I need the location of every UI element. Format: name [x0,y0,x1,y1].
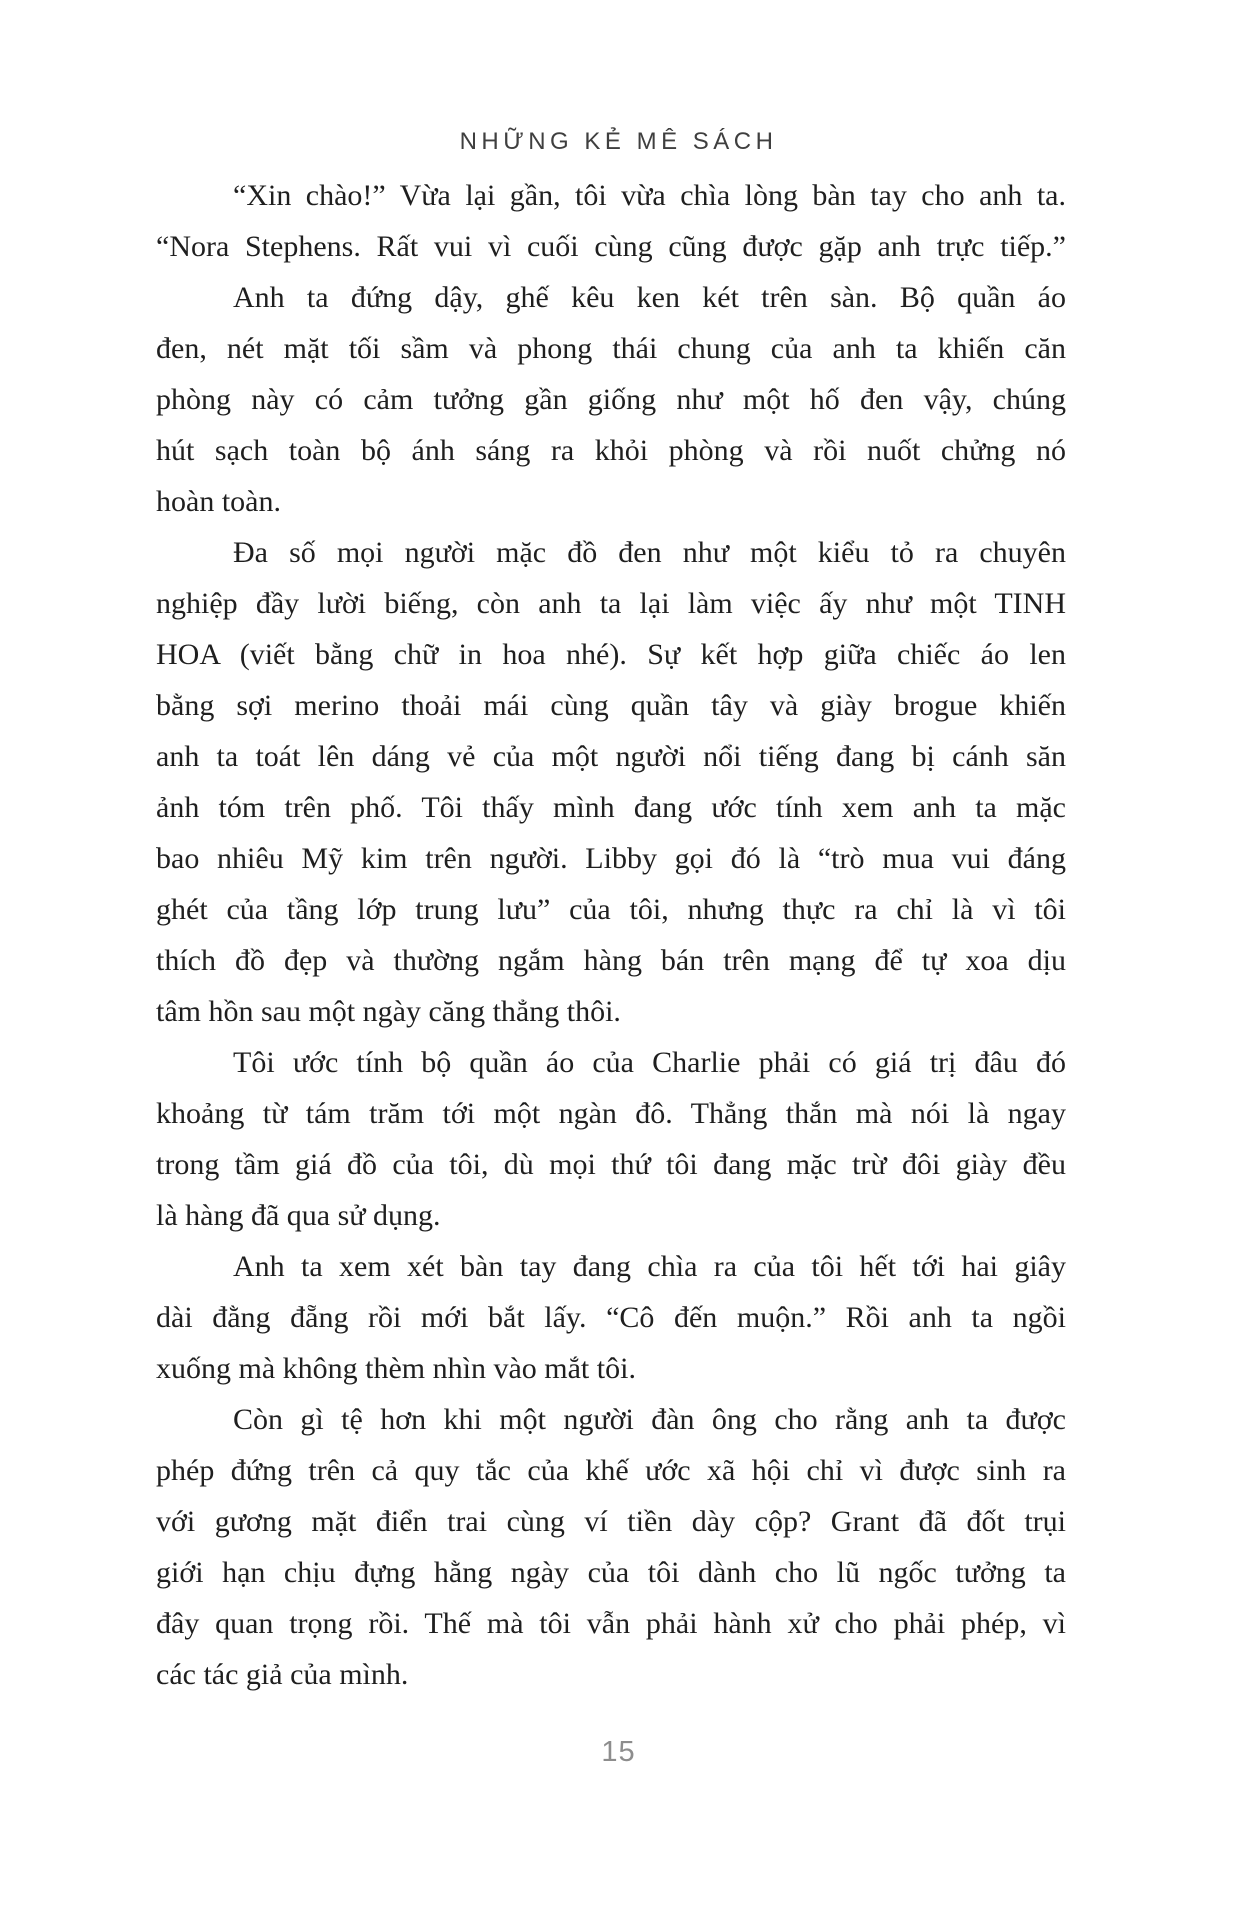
text-line: tâm hồn sau một ngày căng thẳng thôi. [156,995,621,1028]
paragraph [156,272,1066,527]
text-line: Đa số mọi người mặc đồ đen như một kiểu tỏ ra chuyên [233,536,1066,569]
text-line: khoảng từ tám trăm tới một ngàn đô. Thẳng thắn mà nói là ngay [156,1097,1066,1130]
text-line: hoàn toàn. [156,485,281,518]
text-line: đen, nét mặt tối sầm và phong thái chung của anh ta khiến căn [156,332,1066,365]
text-line: là hàng đã qua sử dụng. [156,1199,441,1232]
text-line: bằng sợi merino thoải mái cùng quần tây và giày brogue khiến [156,689,1066,722]
paragraph [156,1037,1066,1241]
text-line: Anh ta đứng dậy, ghế kêu ken két trên sàn. Bộ quần áo [233,281,1066,314]
paragraph [156,170,1066,272]
text-line: phép đứng trên cả quy tắc của khế ước xã hội chỉ vì được sinh ra [156,1454,1066,1487]
text-line: dài đằng đẵng rồi mới bắt lấy. “Cô đến muộn.” Rồi anh ta ngồi [156,1301,1066,1334]
text-line: Còn gì tệ hơn khi một người đàn ông cho rằng anh ta được [233,1403,1066,1436]
text-line: xuống mà không thèm nhìn vào mắt tôi. [156,1352,636,1385]
page-number: 15 [601,1736,636,1768]
paragraph [156,527,1066,1037]
text-line: “Nora Stephens. Rất vui vì cuối cùng cũng được gặp anh trực tiếp.” [156,230,1066,263]
text-line: hút sạch toàn bộ ánh sáng ra khỏi phòng và rồi nuốt chửng nó [156,434,1066,467]
text-line: ghét của tầng lớp trung lưu” của tôi, nhưng thực ra chỉ là vì tôi [156,893,1066,926]
text-line: trong tầm giá đồ của tôi, dù mọi thứ tôi đang mặc trừ đôi giày đều [156,1148,1066,1181]
body-text [156,170,1066,1700]
text-line: anh ta toát lên dáng vẻ của một người nổi tiếng đang bị cánh săn [156,740,1066,773]
text-line: Anh ta xem xét bàn tay đang chìa ra của tôi hết tới hai giây [233,1250,1066,1283]
text-line: phòng này có cảm tưởng gần giống như một hố đen vậy, chúng [156,383,1066,416]
paragraph [156,1394,1066,1700]
text-line: nghiệp đầy lười biếng, còn anh ta lại làm việc ấy như một TINH [156,587,1066,620]
paragraph [156,1241,1066,1394]
text-line: đây quan trọng rồi. Thế mà tôi vẫn phải hành xử cho phải phép, vì [156,1607,1066,1640]
text-line: HOA (viết bằng chữ in hoa nhé). Sự kết hợp giữa chiếc áo len [156,638,1066,671]
text-line: giới hạn chịu đựng hằng ngày của tôi dành cho lũ ngốc tưởng ta [156,1556,1066,1589]
text-line: các tác giả của mình. [156,1658,409,1691]
text-line: với gương mặt điển trai cùng ví tiền dày cộp? Grant đã đốt trụi [156,1505,1066,1538]
text-line: Tôi ước tính bộ quần áo của Charlie phải có giá trị đâu đó [233,1046,1066,1079]
text-line: thích đồ đẹp và thường ngắm hàng bán trên mạng để tự xoa dịu [156,944,1066,977]
running-header: NHỮNG KẺ MÊ SÁCH [459,128,778,155]
text-line: bao nhiêu Mỹ kim trên người. Libby gọi đó là “trò mua vui đáng [156,842,1066,875]
text-line: ảnh tóm trên phố. Tôi thấy mình đang ước tính xem anh ta mặc [156,791,1066,824]
text-line: “Xin chào!” Vừa lại gần, tôi vừa chìa lòng bàn tay cho anh ta. [233,179,1066,212]
